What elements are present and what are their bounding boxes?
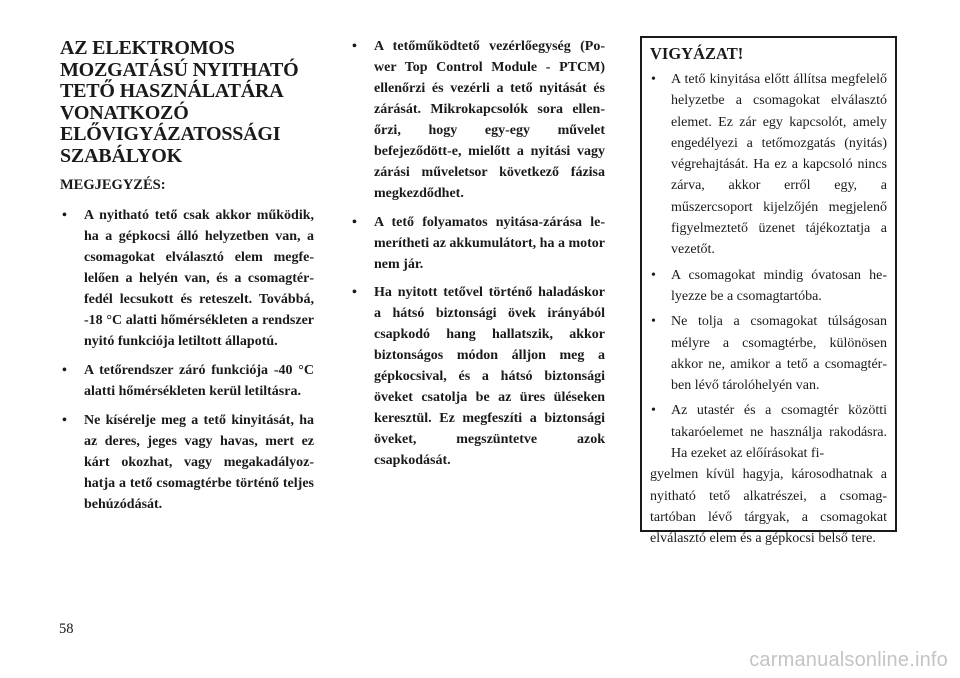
- list-item: [650, 400, 887, 464]
- section-title: [60, 38, 314, 167]
- title-line-5: ELŐVIGYÁZATOSSÁGI: [60, 123, 281, 145]
- list-item-text: A csomagokat mindig óvatosan helyezze be a csomagtartóba.: [671, 267, 887, 304]
- list-item-text: A nyitható tető csak akkor működik, ha a gépkocsi álló helyzetben van, a csomagokat elválasztó elem megfelelően a helyén van, és a csomagtérfedél lecsukott és reteszelt. Továbbá, -18 °C alatti hőmérsékleten a rendszer nyitó funkciója letiltott állapotú.: [84, 208, 314, 349]
- list-item: [60, 360, 314, 402]
- title-line-2: MOZGATÁSÚ NYITHATÓ: [60, 58, 299, 81]
- bullet-marker: •: [62, 208, 67, 223]
- page-number: 58: [59, 621, 74, 637]
- bullet-marker: •: [651, 267, 656, 283]
- list-item-text: A tető folyamatos nyitása-zárása lemerítheti az akkumulátort, ha a motor nem jár.: [374, 214, 605, 272]
- list-item-text: Ne kísérelje meg a tető kinyitását, ha az deres, jeges vagy havas, mert ez kárt okozhat, vagy megakadályozhatja a tető csomagtérbe történő teljes behúzódását.: [84, 413, 314, 512]
- bullet-marker: •: [651, 314, 656, 330]
- bullet-marker: •: [352, 39, 357, 54]
- list-item-text: A tetőrendszer záró funkciója -40 °C alatti hőmérsékleten kerül letiltásra.: [84, 363, 314, 399]
- title-line-3: TETŐ HASZNÁLATÁRA: [60, 80, 284, 102]
- list-item-text: A tetőműködtető vezérlőegység (Power Top Control Module - PTCM) ellenőrzi és vezérli a tető nyitását és zárását. Mikrokapcsolók sora ellenőrzi, hogy egy-egy művelet befejeződött-e, mielőtt a nyitási vagy zárási műveletsor következő fázisa megkezdődhet.: [374, 39, 605, 201]
- bullet-marker: •: [352, 285, 357, 300]
- bullet-marker: •: [352, 214, 357, 230]
- list-item-text: Az utastér és a csomagtér közötti takaróelemet ne használja rakodásra. Ha ezeket az előírásokat fi-: [671, 403, 887, 462]
- watermark: carmanualsonline.info: [749, 649, 948, 671]
- list-item: [650, 69, 887, 261]
- warning-list: [650, 69, 887, 464]
- title-line-1: AZ ELEKTROMOS: [60, 37, 235, 59]
- title-line-4: VONATKOZÓ: [60, 101, 189, 124]
- list-item: [60, 410, 314, 515]
- bullet-marker: •: [62, 363, 67, 378]
- list-item-text: Ha nyitott tetővel történő haladáskor a hátsó biztonsági övek irányából csapkodó hang hallatszik, akkor biztonságos módon álljon meg a gépkocsival, és a hátsó biztonsági öveket csatolja be az üres üléseken keresztül. Ez megfeszíti a biztonsági öveket, megszüntetve azok csapkodását.: [374, 285, 605, 468]
- right-column: [640, 36, 895, 547]
- title-line-6: SZABÁLYOK: [60, 144, 182, 167]
- list-item: [350, 212, 605, 275]
- bullet-marker: •: [62, 413, 67, 428]
- list-item: [350, 36, 605, 204]
- list-item-text: A tető kinyitása előtt állítsa megfelelő helyzetbe a csomagokat elválasztó elemet. Ez zár egy kapcsolót, amely engedélyezi a tetőmozgatás (nyitás) végrehajtását. Ha ez a kapcsoló nincs zárva, akkor erről egy, a műszercsoport kijelzőjén megjelenő figyelmeztető üzenet tájékoztatja a vezetőt.: [671, 72, 887, 258]
- left-column: [60, 38, 314, 523]
- warning-continuation: gyelmen kívül hagyja, károsodhatnak a nyitható tető alkatrészei, a csomagtartóban lévő tárgyak, a csomagokat elválasztó elem és a gépkocsi belső tere.: [650, 467, 887, 547]
- note-list-continued: [350, 36, 605, 471]
- warning-title: VIGYÁZAT!: [650, 44, 744, 63]
- warning-box: [640, 36, 897, 547]
- note-list: [60, 205, 314, 515]
- list-item: [650, 311, 887, 396]
- list-item: [350, 282, 605, 471]
- list-item: [650, 265, 887, 308]
- list-item-text: Ne tolja a csomagokat túlságosan mélyre a csomagtérbe, különösen akkor ne, amikor a tető a csomagtérben lévő tárolóhelyén van.: [671, 314, 887, 394]
- bullet-marker: •: [651, 403, 656, 419]
- note-label: MEGJEGYZÉS:: [60, 177, 166, 193]
- middle-column: [350, 36, 605, 479]
- bullet-marker: •: [651, 72, 656, 87]
- list-item: [60, 205, 314, 352]
